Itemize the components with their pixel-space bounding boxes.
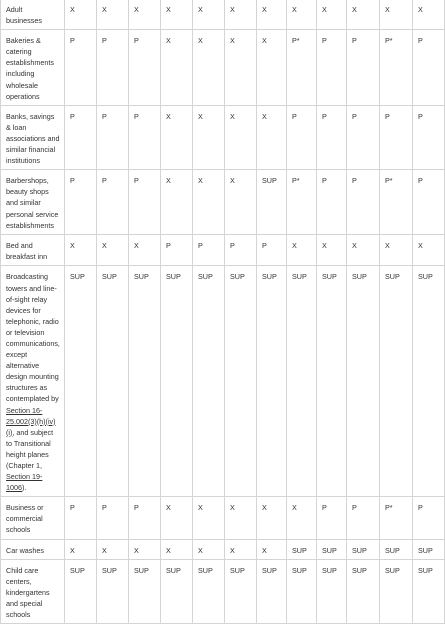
district-cell: X bbox=[317, 0, 347, 30]
use-label-cell bbox=[1, 170, 65, 235]
district-cell: X bbox=[347, 0, 380, 30]
table-row bbox=[1, 266, 445, 497]
district-cell: SUP bbox=[317, 266, 347, 497]
district-cell: X bbox=[380, 235, 413, 266]
district-cell: P bbox=[65, 105, 97, 169]
district-cell: X bbox=[161, 0, 193, 30]
use-label-cell bbox=[1, 559, 65, 623]
district-cell: SUP bbox=[161, 266, 193, 497]
table-row bbox=[1, 0, 445, 30]
district-cell: X bbox=[65, 235, 97, 266]
district-cell: SUP bbox=[257, 266, 287, 497]
district-cell: P bbox=[97, 105, 129, 169]
district-cell: SUP bbox=[347, 559, 380, 623]
use-label: Bakeries & catering establishments including wholesale operations bbox=[6, 36, 54, 101]
district-cell: P bbox=[65, 170, 97, 235]
district-cell: P bbox=[65, 497, 97, 539]
district-cell: P bbox=[413, 170, 445, 235]
district-cell: X bbox=[193, 539, 225, 559]
use-label: Bed and breakfast inn bbox=[6, 241, 48, 262]
district-cell: SUP bbox=[347, 539, 380, 559]
district-cell: SUP bbox=[287, 539, 317, 559]
district-cell: P bbox=[317, 30, 347, 106]
district-cell: SUP bbox=[413, 559, 445, 623]
district-cell: X bbox=[287, 235, 317, 266]
district-cell: SUP bbox=[129, 559, 161, 623]
use-label-cell bbox=[1, 266, 65, 497]
district-cell: X bbox=[287, 497, 317, 539]
use-label: Adult businesses bbox=[6, 5, 42, 26]
district-cell: X bbox=[129, 235, 161, 266]
district-cell: P bbox=[317, 497, 347, 539]
table-row bbox=[1, 170, 445, 235]
table-row bbox=[1, 539, 445, 559]
district-cell: X bbox=[317, 235, 347, 266]
district-cell: X bbox=[225, 497, 257, 539]
district-cell: P bbox=[413, 105, 445, 169]
district-cell: P bbox=[97, 170, 129, 235]
district-cell: SUP bbox=[65, 266, 97, 497]
use-label: Banks, savings & loan associations and similar financial institutions bbox=[6, 111, 60, 166]
table-row bbox=[1, 559, 445, 623]
district-cell: P bbox=[65, 30, 97, 106]
district-cell: SUP bbox=[97, 266, 129, 497]
district-cell: P* bbox=[380, 30, 413, 106]
district-cell: P bbox=[161, 235, 193, 266]
district-cell: X bbox=[380, 0, 413, 30]
district-cell: X bbox=[129, 539, 161, 559]
table-row bbox=[1, 497, 445, 539]
district-cell: SUP bbox=[193, 266, 225, 497]
use-label: Broadcasting towers and line-of-sight relay devices for telephonic, radio or television communications, except alternative design mounting structures as contemplated by bbox=[6, 272, 60, 404]
district-cell: X bbox=[413, 0, 445, 30]
district-cell: X bbox=[225, 30, 257, 106]
district-cell: P* bbox=[380, 170, 413, 235]
section-link[interactable]: Section 19-1006 bbox=[6, 472, 43, 493]
district-cell: P bbox=[193, 235, 225, 266]
district-cell: P bbox=[347, 497, 380, 539]
district-cell: X bbox=[193, 105, 225, 169]
district-cell: P bbox=[97, 30, 129, 106]
use-label-cell bbox=[1, 30, 65, 106]
district-cell: P* bbox=[287, 30, 317, 106]
district-cell: P bbox=[347, 105, 380, 169]
use-label-cell bbox=[1, 497, 65, 539]
district-cell: X bbox=[225, 170, 257, 235]
district-cell: X bbox=[161, 170, 193, 235]
district-cell: X bbox=[225, 0, 257, 30]
district-cell: P bbox=[257, 235, 287, 266]
district-cell: X bbox=[225, 539, 257, 559]
district-cell: SUP bbox=[317, 539, 347, 559]
district-cell: X bbox=[193, 170, 225, 235]
district-cell: P bbox=[347, 30, 380, 106]
district-cell: P bbox=[129, 30, 161, 106]
district-cell: SUP bbox=[225, 559, 257, 623]
district-cell: P bbox=[287, 105, 317, 169]
use-label-cell bbox=[1, 539, 65, 559]
district-cell: SUP bbox=[129, 266, 161, 497]
district-cell: SUP bbox=[347, 266, 380, 497]
district-cell: SUP bbox=[65, 559, 97, 623]
table-row bbox=[1, 235, 445, 266]
use-label-cell bbox=[1, 105, 65, 169]
district-cell: X bbox=[97, 0, 129, 30]
table-row bbox=[1, 105, 445, 169]
section-link[interactable]: Section 16-25.002(3)(h)(iv)(i) bbox=[6, 405, 56, 437]
district-cell: SUP bbox=[225, 266, 257, 497]
use-label: Business or commercial schools bbox=[6, 503, 44, 535]
district-cell: X bbox=[161, 539, 193, 559]
district-cell: SUP bbox=[257, 170, 287, 235]
district-cell: X bbox=[65, 539, 97, 559]
district-cell: X bbox=[97, 235, 129, 266]
use-label: Car washes bbox=[6, 545, 44, 555]
district-cell: SUP bbox=[193, 559, 225, 623]
district-cell: X bbox=[161, 105, 193, 169]
district-cell: X bbox=[287, 0, 317, 30]
district-cell: SUP bbox=[257, 559, 287, 623]
use-label: Child care centers, kindergartens and special schools bbox=[6, 565, 50, 620]
district-cell: X bbox=[97, 539, 129, 559]
district-cell: X bbox=[193, 30, 225, 106]
district-cell: X bbox=[257, 539, 287, 559]
table-row bbox=[1, 30, 445, 106]
district-cell: P bbox=[317, 170, 347, 235]
use-label-cell bbox=[1, 0, 65, 30]
use-label-continued: , and subject to Transitional height planes (Chapter 1, bbox=[6, 427, 54, 470]
district-cell: SUP bbox=[380, 266, 413, 497]
use-label-end: ). bbox=[22, 483, 27, 493]
district-cell: X bbox=[257, 105, 287, 169]
district-cell: X bbox=[65, 0, 97, 30]
district-cell: SUP bbox=[287, 266, 317, 497]
district-cell: X bbox=[257, 30, 287, 106]
district-cell: X bbox=[257, 497, 287, 539]
district-cell: X bbox=[225, 105, 257, 169]
district-cell: SUP bbox=[380, 559, 413, 623]
district-cell: X bbox=[193, 0, 225, 30]
use-label: Barbershops, beauty shops and similar personal service establishments bbox=[6, 176, 59, 230]
district-cell: SUP bbox=[161, 559, 193, 623]
district-cell: SUP bbox=[287, 559, 317, 623]
district-cell: P bbox=[97, 497, 129, 539]
district-cell: P bbox=[129, 170, 161, 235]
district-cell: P* bbox=[380, 497, 413, 539]
district-cell: P bbox=[129, 105, 161, 169]
district-cell: P bbox=[129, 497, 161, 539]
district-cell: P bbox=[225, 235, 257, 266]
district-cell: SUP bbox=[380, 539, 413, 559]
district-cell: SUP bbox=[413, 266, 445, 497]
district-cell: SUP bbox=[97, 559, 129, 623]
district-cell: SUP bbox=[413, 539, 445, 559]
district-cell: X bbox=[129, 0, 161, 30]
district-cell: X bbox=[347, 235, 380, 266]
district-cell: X bbox=[161, 30, 193, 106]
district-cell: X bbox=[161, 497, 193, 539]
district-cell: P* bbox=[287, 170, 317, 235]
district-cell: P bbox=[317, 105, 347, 169]
district-cell: P bbox=[347, 170, 380, 235]
district-cell: SUP bbox=[317, 559, 347, 623]
district-cell: X bbox=[413, 235, 445, 266]
district-cell: P bbox=[380, 105, 413, 169]
district-cell: X bbox=[257, 0, 287, 30]
district-cell: P bbox=[413, 30, 445, 106]
district-cell: X bbox=[193, 497, 225, 539]
district-cell: P bbox=[413, 497, 445, 539]
use-label-cell bbox=[1, 235, 65, 266]
